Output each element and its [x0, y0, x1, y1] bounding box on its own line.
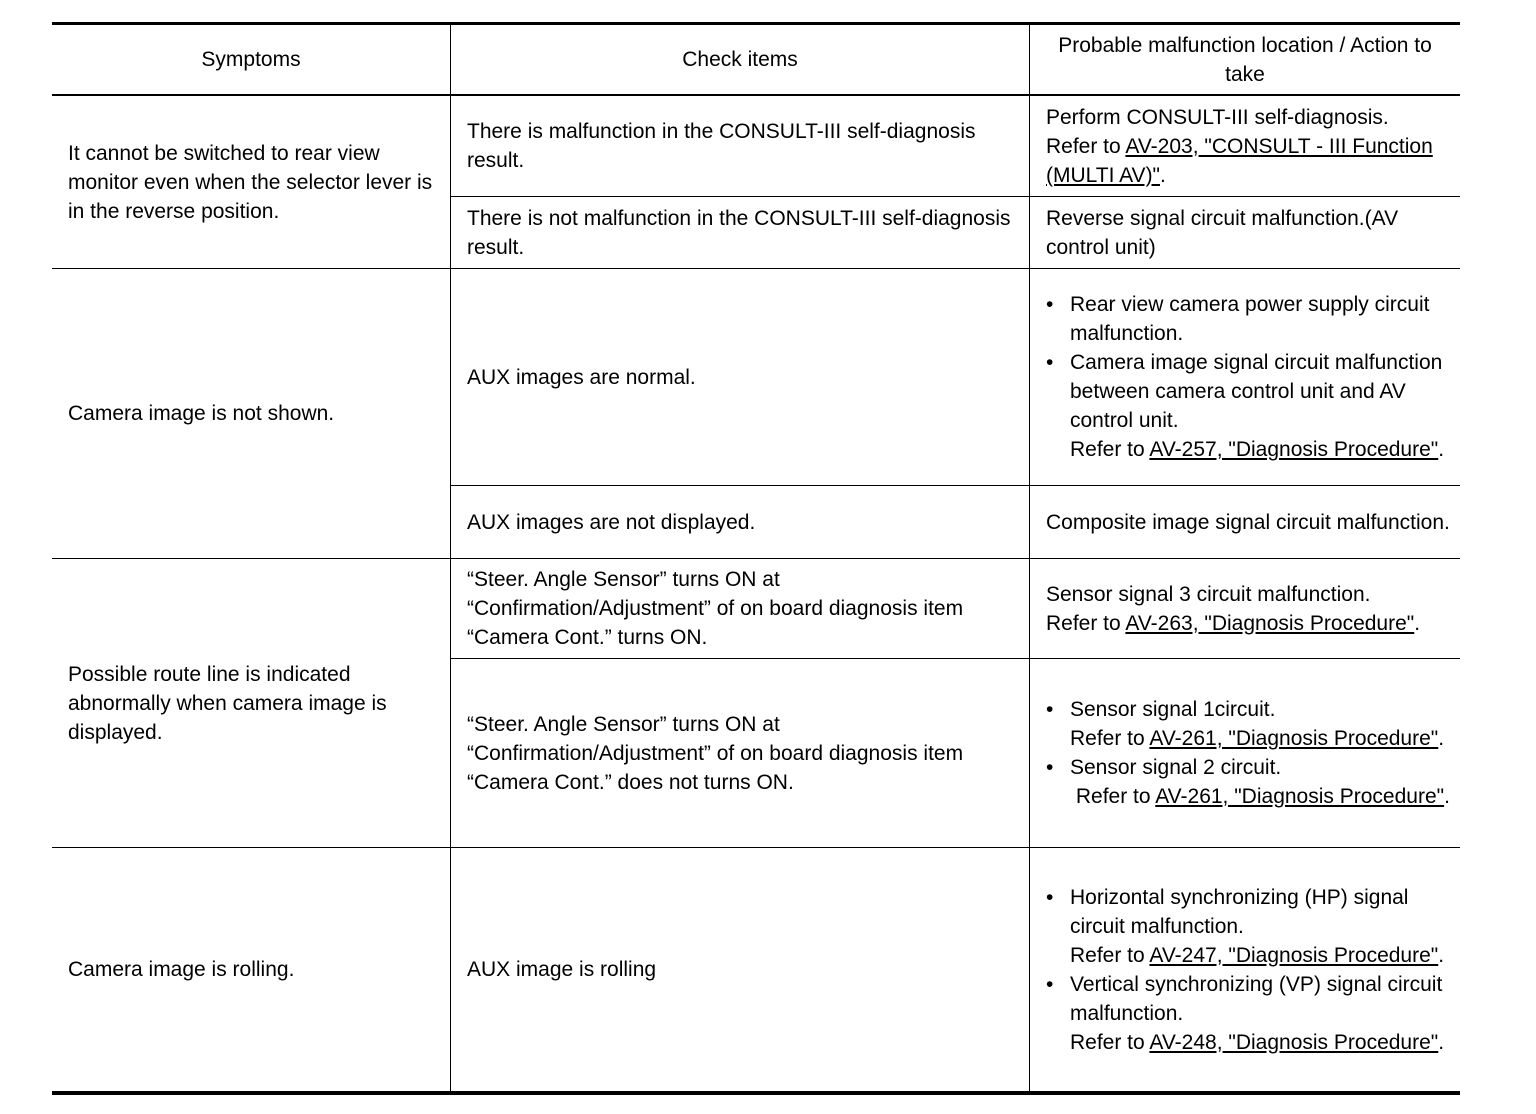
r2-c1-end: .	[1438, 438, 1445, 461]
r1-c2-check-text: There is not malfunction in the CONSULT-III self-diagnosis result.	[467, 206, 1011, 259]
r4-check	[451, 848, 1029, 1091]
r3-c2-refer2-line	[1070, 782, 1450, 811]
r3-c2-action	[1030, 659, 1460, 847]
r3-c2-end1: .	[1438, 727, 1445, 750]
bullet-icon: •	[1046, 756, 1054, 779]
r1-c1-action	[1030, 96, 1460, 196]
bullet-icon: •	[1046, 293, 1054, 316]
r1-c1-refer: Refer to	[1046, 134, 1121, 158]
r3-c1-action	[1030, 559, 1460, 658]
r4-refer2-line	[1070, 1028, 1450, 1057]
r1-c2-action-text: Reverse signal circuit malfunction.(AV control unit)	[1046, 206, 1399, 259]
r2-c2-action	[1030, 486, 1460, 558]
r2-c1-check	[451, 269, 1029, 485]
r2-c1-action	[1030, 269, 1460, 485]
r2-c2-action-text: Composite image signal circuit malfunction.	[1046, 510, 1450, 534]
r2-c1-b2-text: Camera image signal circuit malfunction between camera control unit and AV control unit.	[1070, 351, 1443, 432]
r4-link2[interactable]: AV-248, "Diagnosis Procedure"	[1149, 1030, 1439, 1054]
r2-c1-b1-text: Rear view camera power supply circuit malfunction.	[1070, 293, 1430, 345]
r2-symptom-text: Camera image is not shown.	[68, 402, 335, 425]
r4-symptom	[52, 848, 450, 1091]
r4-link1[interactable]: AV-247, "Diagnosis Procedure"	[1149, 943, 1439, 967]
r3-c1-check-text: “Steer. Angle Sensor” turns ON at “Confirmation/Adjustment” of on board diagnosis item “Camera Cont.” turns ON.	[467, 568, 964, 649]
bullet-icon: •	[1046, 972, 1054, 996]
r4-refer2: Refer to	[1070, 1030, 1145, 1054]
r3-symptom-text: Possible route line is indicated abnormally when camera image is displayed.	[68, 662, 387, 744]
bullet-icon: •	[1046, 351, 1054, 374]
r3-c2-link2[interactable]: AV-261, "Diagnosis Procedure"	[1155, 785, 1445, 808]
r3-c2-b2-text: Sensor signal 2 circuit.	[1070, 756, 1282, 779]
r4-end1: .	[1438, 943, 1445, 967]
r3-c2-link1[interactable]: AV-261, "Diagnosis Procedure"	[1149, 727, 1439, 750]
r2-symptom	[52, 269, 450, 558]
r4-refer1: Refer to	[1070, 943, 1145, 967]
r4-symptom-text: Camera image is rolling.	[68, 958, 295, 981]
r3-c1-action-text: Sensor signal 3 circuit malfunction.	[1046, 582, 1371, 606]
r1-c1-refer-line	[1046, 132, 1450, 190]
r1-c2-action	[1030, 197, 1460, 268]
r3-c2-bullet2	[1046, 753, 1450, 811]
r2-c2-check-text: AUX images are not displayed.	[467, 510, 756, 534]
r4-end2: .	[1438, 1030, 1445, 1054]
r1-symptom	[52, 96, 450, 268]
header-symptoms-text: Symptoms	[201, 48, 301, 71]
r3-c2-bullet1	[1046, 695, 1450, 753]
r3-symptom	[52, 559, 450, 847]
r2-c1-link[interactable]: AV-257, "Diagnosis Procedure"	[1149, 438, 1439, 461]
r3-c1-refer: Refer to	[1046, 611, 1121, 635]
troubleshooting-table	[52, 22, 1460, 1096]
rule-bottom	[52, 1091, 1460, 1095]
r1-c1-check	[451, 96, 1029, 196]
r4-b1-text: Horizontal synchronizing (HP) signal circuit malfunction.	[1070, 885, 1409, 938]
bullet-icon: •	[1046, 885, 1054, 909]
header-check-items-text: Check items	[682, 48, 798, 71]
r3-c2-check-text: “Steer. Angle Sensor” turns ON at “Confirmation/Adjustment” of on board diagnosis item “Camera Cont.” does not turns ON.	[467, 712, 964, 794]
r3-c1-check	[451, 559, 1029, 658]
r1-c1-check-text: There is malfunction in the CONSULT-III self-diagnosis result.	[467, 120, 976, 172]
r4-bullet2	[1046, 970, 1450, 1057]
header-probable	[1030, 25, 1460, 94]
r3-c1-refer-line	[1046, 609, 1450, 638]
r2-c1-refer: Refer to	[1070, 438, 1145, 461]
r3-c2-refer1-line	[1070, 724, 1450, 753]
r4-check-text: AUX image is rolling	[467, 958, 657, 981]
r2-c2-check	[451, 486, 1029, 558]
header-symptoms	[52, 25, 450, 94]
r4-b2-text: Vertical synchronizing (VP) signal circuit malfunction.	[1070, 972, 1443, 1025]
r3-c2-check	[451, 659, 1029, 847]
r1-c1-link[interactable]: AV-203, "CONSULT - III Function (MULTI AV)"	[1046, 134, 1433, 187]
r3-c1-end: .	[1414, 611, 1421, 635]
r2-c1-bullet2	[1046, 348, 1450, 464]
r4-refer1-line	[1070, 941, 1450, 970]
r3-c1-link[interactable]: AV-263, "Diagnosis Procedure"	[1125, 611, 1415, 635]
r2-c1-bullet1	[1046, 290, 1450, 348]
r3-c2-end2: .	[1444, 785, 1450, 808]
r4-action	[1030, 848, 1460, 1091]
r3-c2-refer1: Refer to	[1070, 727, 1145, 750]
r1-c1-end: .	[1160, 163, 1166, 187]
r2-c1-check-text: AUX images are normal.	[467, 365, 696, 389]
header-check-items	[451, 25, 1029, 94]
r1-c2-check	[451, 197, 1029, 268]
bullet-icon: •	[1046, 698, 1054, 721]
header-probable-text: Probable malfunction location / Action to take	[1058, 33, 1432, 86]
r1-symptom-text: It cannot be switched to rear view monitor even when the selector lever is in the reverse position.	[68, 141, 433, 223]
r4-bullet1	[1046, 883, 1450, 970]
r1-c1-action-text: Perform CONSULT-III self-diagnosis.	[1046, 105, 1389, 129]
r2-c1-refer-line	[1070, 435, 1450, 464]
r3-c2-refer2: Refer to	[1075, 785, 1151, 808]
r3-c2-b1-text: Sensor signal 1circuit.	[1070, 698, 1276, 721]
